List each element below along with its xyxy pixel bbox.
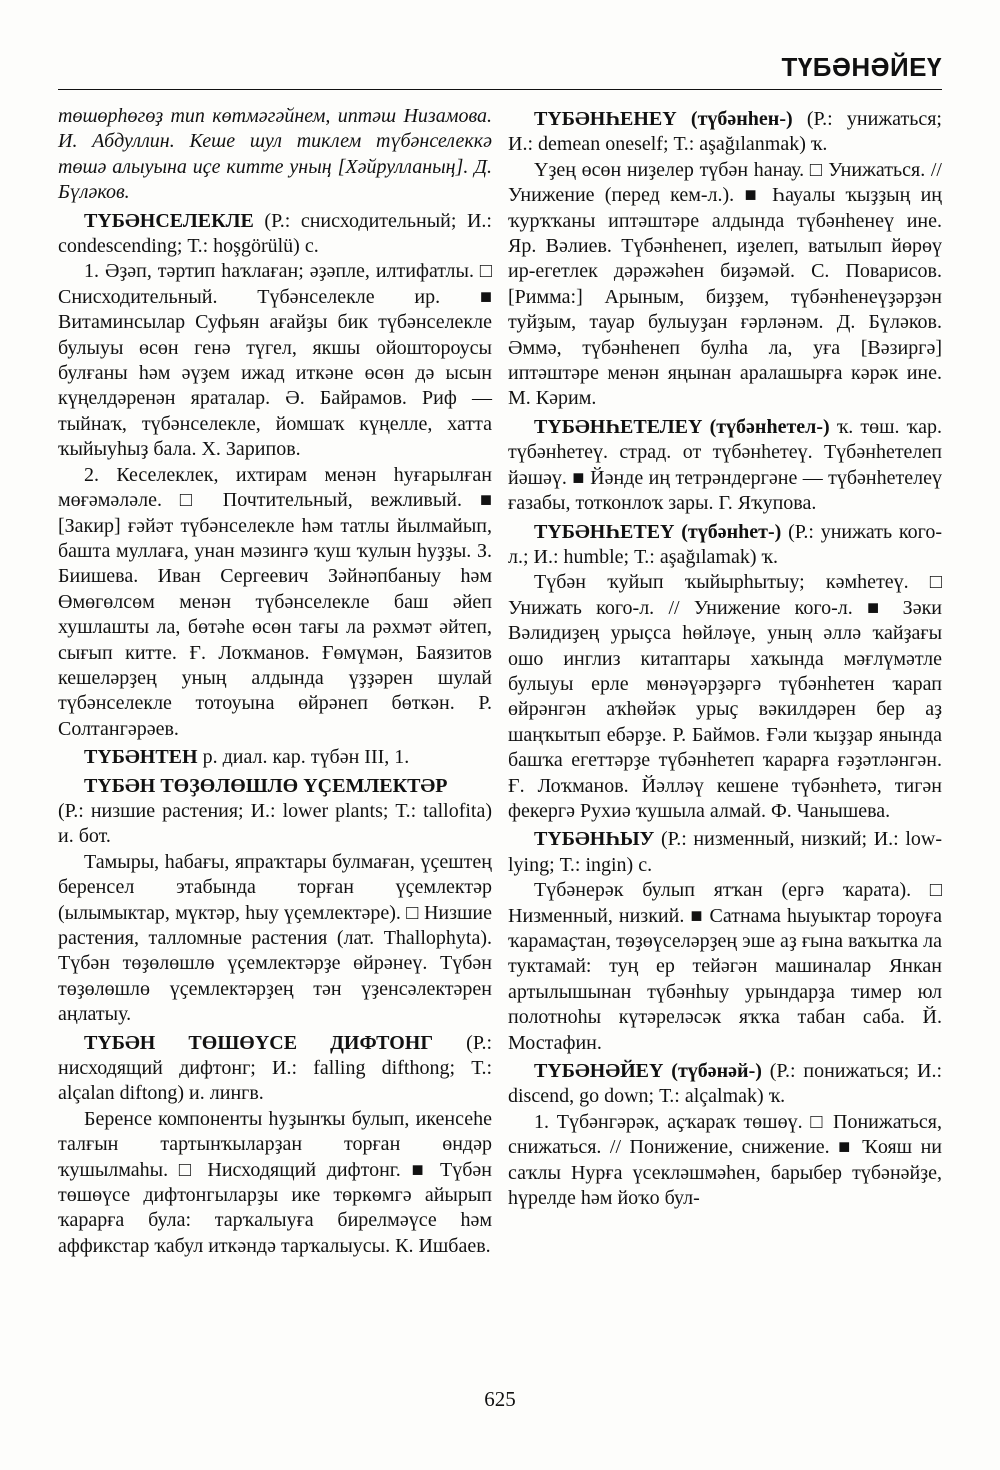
entry-grammar: (Р.: понижаться; И.: discend, go down; Т.: alçalmak) ҡ. [508,1060,942,1108]
entry-grammar: (Р.: нисходящий дифтонг; И.: falling difthong; Т.: alçalan diftong) и. лингв. [58,1031,493,1105]
entry-grammar: (Р.: низшие растения; И.: lower plants; Т.: tallofita) и. бот. [58,799,492,848]
entry-grammar: р. диал. кар. түбән III, 1. [197,746,410,769]
definition: Тамыры, һабағы, япраҡтары булмаған, үҫештең беренсел этабында торған үҫемлектәр (ылымыктар, мүктәр, һыу үҫемлектәре). □ Низшие растения, талломные растения (лат. Thallophyta). Түбән төҙөлөшлө үҫемлектәрҙе өйрәнеү. Түбән төҙөлөшлө үҫемлектәрҙең тән үҙенсәлектәрен аңлатыу. [58,850,492,1026]
left-column [58,104,492,1259]
headword: ТҮБӘНҺЕТЕЛЕҮ (түбәнһетел-) [534,415,830,438]
entry-tuben-tozoloshlo [58,774,492,799]
running-header [58,46,942,90]
definition: 1. Түбәнгәрәк, аҫҡараҡ төшөү. □ Понижаться, снижаться. // Понижение, снижение. ■ Ҡояш ни саҡлы Нурға үсекләшмәһен, барыбер түбәнәйҙе, һүрелде һәм йоҡо бул- [508,1110,942,1210]
entry-tubenheneu [508,107,942,158]
headword: ТҮБӘН ТӨҘӨЛӨШЛӨ ҮҪЕМЛЕКТӘР [84,774,448,797]
entry-continuation: төшөрһөгөҙ тип көтмәгәйнем, иптәш Низамова. И. Абдуллин. Кеше шул тиклем түбәнселеккә төшә алыуына иҫе китте уның [Хәйрулланың]. Д. Бүләков. [58,105,492,204]
sense-2: 2. Кеселеклек, ихтирам менән һуғарылған мөғәмәләле. □ Почтительный, вежливый. ■ [Закир] ғәйәт түбәнселекле һәм татлы йылмайып, башта муллаға, унан мәзингә ҡуш ҡулын һуҙҙы. З. Биишева. Иван Сергеевич Зәйнәпбаныу һәм Өмөгөлсөм менән түбәнселекле баш әйеп хушлашты ла, бөтәһе өсөн тағы ла рәхмәт әйтеп, сығып китте. Ғ. Лоҡманов. Ғөмүмән, Баязитов кешеләрҙең уның алдында үҙҙәрен шулай түбәнселекле тотоуына өйрәнеп бөткән. Р. Солтангәрәев. [58,463,492,740]
entry-tubenhyu [508,827,942,878]
headword: ТҮБӘНҺЕТЕҮ (түбәнһет-) [534,520,782,543]
entry-grammar: ҡ. төш. ҡар. түбәнһетеү. страд. от түбәнһетеү. Түбәнһетелеп йәшәү. ■ Йәнде иң тетрәндергәне — түбәнһетелеү ғазабы, тотконлоҡ зары. Г. Яҡупова. [508,415,942,515]
headword: ТҮБӘН ТӨШӨҮСЕ ДИФТОНГ [84,1031,434,1054]
entry-tubenten [58,745,492,770]
entry-tubenselekle [58,209,492,260]
entry-grammar: (Р.: низменный, низкий; И.: low-lying; Т.: ingin) с. [508,828,942,876]
entry-tubenhetelеu [508,415,942,517]
headword: ТҮБӘНӘЙЕҮ (түбәнәй-) [534,1060,762,1083]
entry-tubenheteu [508,520,942,571]
definition: Түбән ҡуйып ҡыйырһытыу; кәмһетеү. □ Унижать кого-л. // Унижение кого-л. ■ Зәки Вәлидиҙең урыҫса һөйләүе, уның әллә ҡайҙағы ошо инглиз китаптары хаҡында мәғлүмәтле булыуы ерле мөнәүәрҙәргә түбәнһетен ҡарап өйрәнгән аҡһөйәк урыҫ вәкилдәрен бер аҙ шаңҡытып ебәрҙе. Р. Баймов. Ғәли ҡыҙҙар янында башҡа егеттәрҙе түбәнһетеп ҡарарға ғәҙәтләнгән. Ғ. Лоҡманов. Йәлләү кешене түбәнһетә, тигән фекергә Рухиә ҡушыла алмай. Ф. Чанышева. [508,571,942,822]
entry-grammar: (Р.: унижаться; И.: demean oneself; Т.: aşağılanmak) ҡ. [508,108,942,156]
page-number: 625 [484,1387,516,1411]
headword: ТҮБӘНТЕН [84,746,198,769]
entry-grammar: (Р.: унижать кого-л.; И.: humble; Т.: aşağılamak) ҡ. [508,520,942,568]
definition: Түбәнерәк булып ятҡан (ергә ҡарата). □ Низменный, низкий. ■ Сатнама һыуыктар тороуға ҡарамаҫтан, төҙөүселәрҙең эше аҙ ғына ваҡытка ла туктамай: туң ер тейәгән машиналар Янкан артылышынан түбәнһыу урындарҙа тимер юл полотноһы күтәреләсәк яҡҡа табан саба. Й. Мостафин. [508,879,942,1054]
sense-1: 1. Әҙәп, тәртип һаҡлаған; әҙәпле, илтифатлы. □ Снисходительный. Түбәнселекле ир. ■ Витаминсылар Суфьян ағайҙы бик түбәнселекле булыуы өсөн генә түгел, якшы ойоштороусы булғаны һәм әүҙем ижад иткәне өсөн дә ысын күңелдәренән яраталар. Ә. Байрамов. Риф — тыйнаҡ, түбәнселекле, йомшаҡ күңелле, хатта ҡыйыуһыҙ бала. Х. Зарипов. [58,260,492,461]
entry-grammar: (Р.: снисходительный; И.: condescending; Т.: hoşgörülü) с. [58,209,492,258]
headword: ТҮБӘНСЕЛЕКЛЕ [84,209,254,232]
headword: ТҮБӘНҺЕНЕҮ (түбәнһен-) [534,108,793,130]
entry-tuben-toshouse-diftong [58,1031,492,1107]
definition: Үҙең өсөн ниҙелер түбән һанау. □ Унижаться. // Унижение (перед кем-л.). ■ Һауалы ҡыҙҙың иң ҡурҡҡаны иптәштәре алдында түбәнһенеү ине. Яр. Вәлиев. Түбәнһенеп, иҙелеп, ватылып йөрөү ир-егетлек дәрәжәһен биҙәмәй. С. Поварисов. [Римма:] Арыным, биҙҙем, түбәнһенеүҙәрҙән туйҙым, тауар булыуҙан ғәрләнәм. Д. Бүләков. Әммә, түбәнһенеп булһа ла, уға [Вәзиргә] иптәштәре менән яңынан аралашырға кәрәк ине. М. Кәрим. [508,158,942,410]
header-rule [58,89,942,90]
running-head-title: ТҮБӘНӘЙЕҮ [781,52,942,82]
entry-tubeneyeu [508,1059,942,1110]
right-column [508,104,942,1211]
definition: Беренсе компоненты һуҙынҡы булып, икенсеһе талғын тартынҡыларҙан торған өндәр ҡушылмаһы. □ Нисходящий дифтонг. ■ Түбән төшөүсе дифтонгыларҙы ике төркөмгә айырып ҡарарға була: тарҡалыуға бирелмәүсе һәм аффикстар ҡабул иткәндә тарҡалыусы. К. Ишбаев. [58,1107,492,1257]
headword: ТҮБӘНҺЫУ [534,828,655,851]
